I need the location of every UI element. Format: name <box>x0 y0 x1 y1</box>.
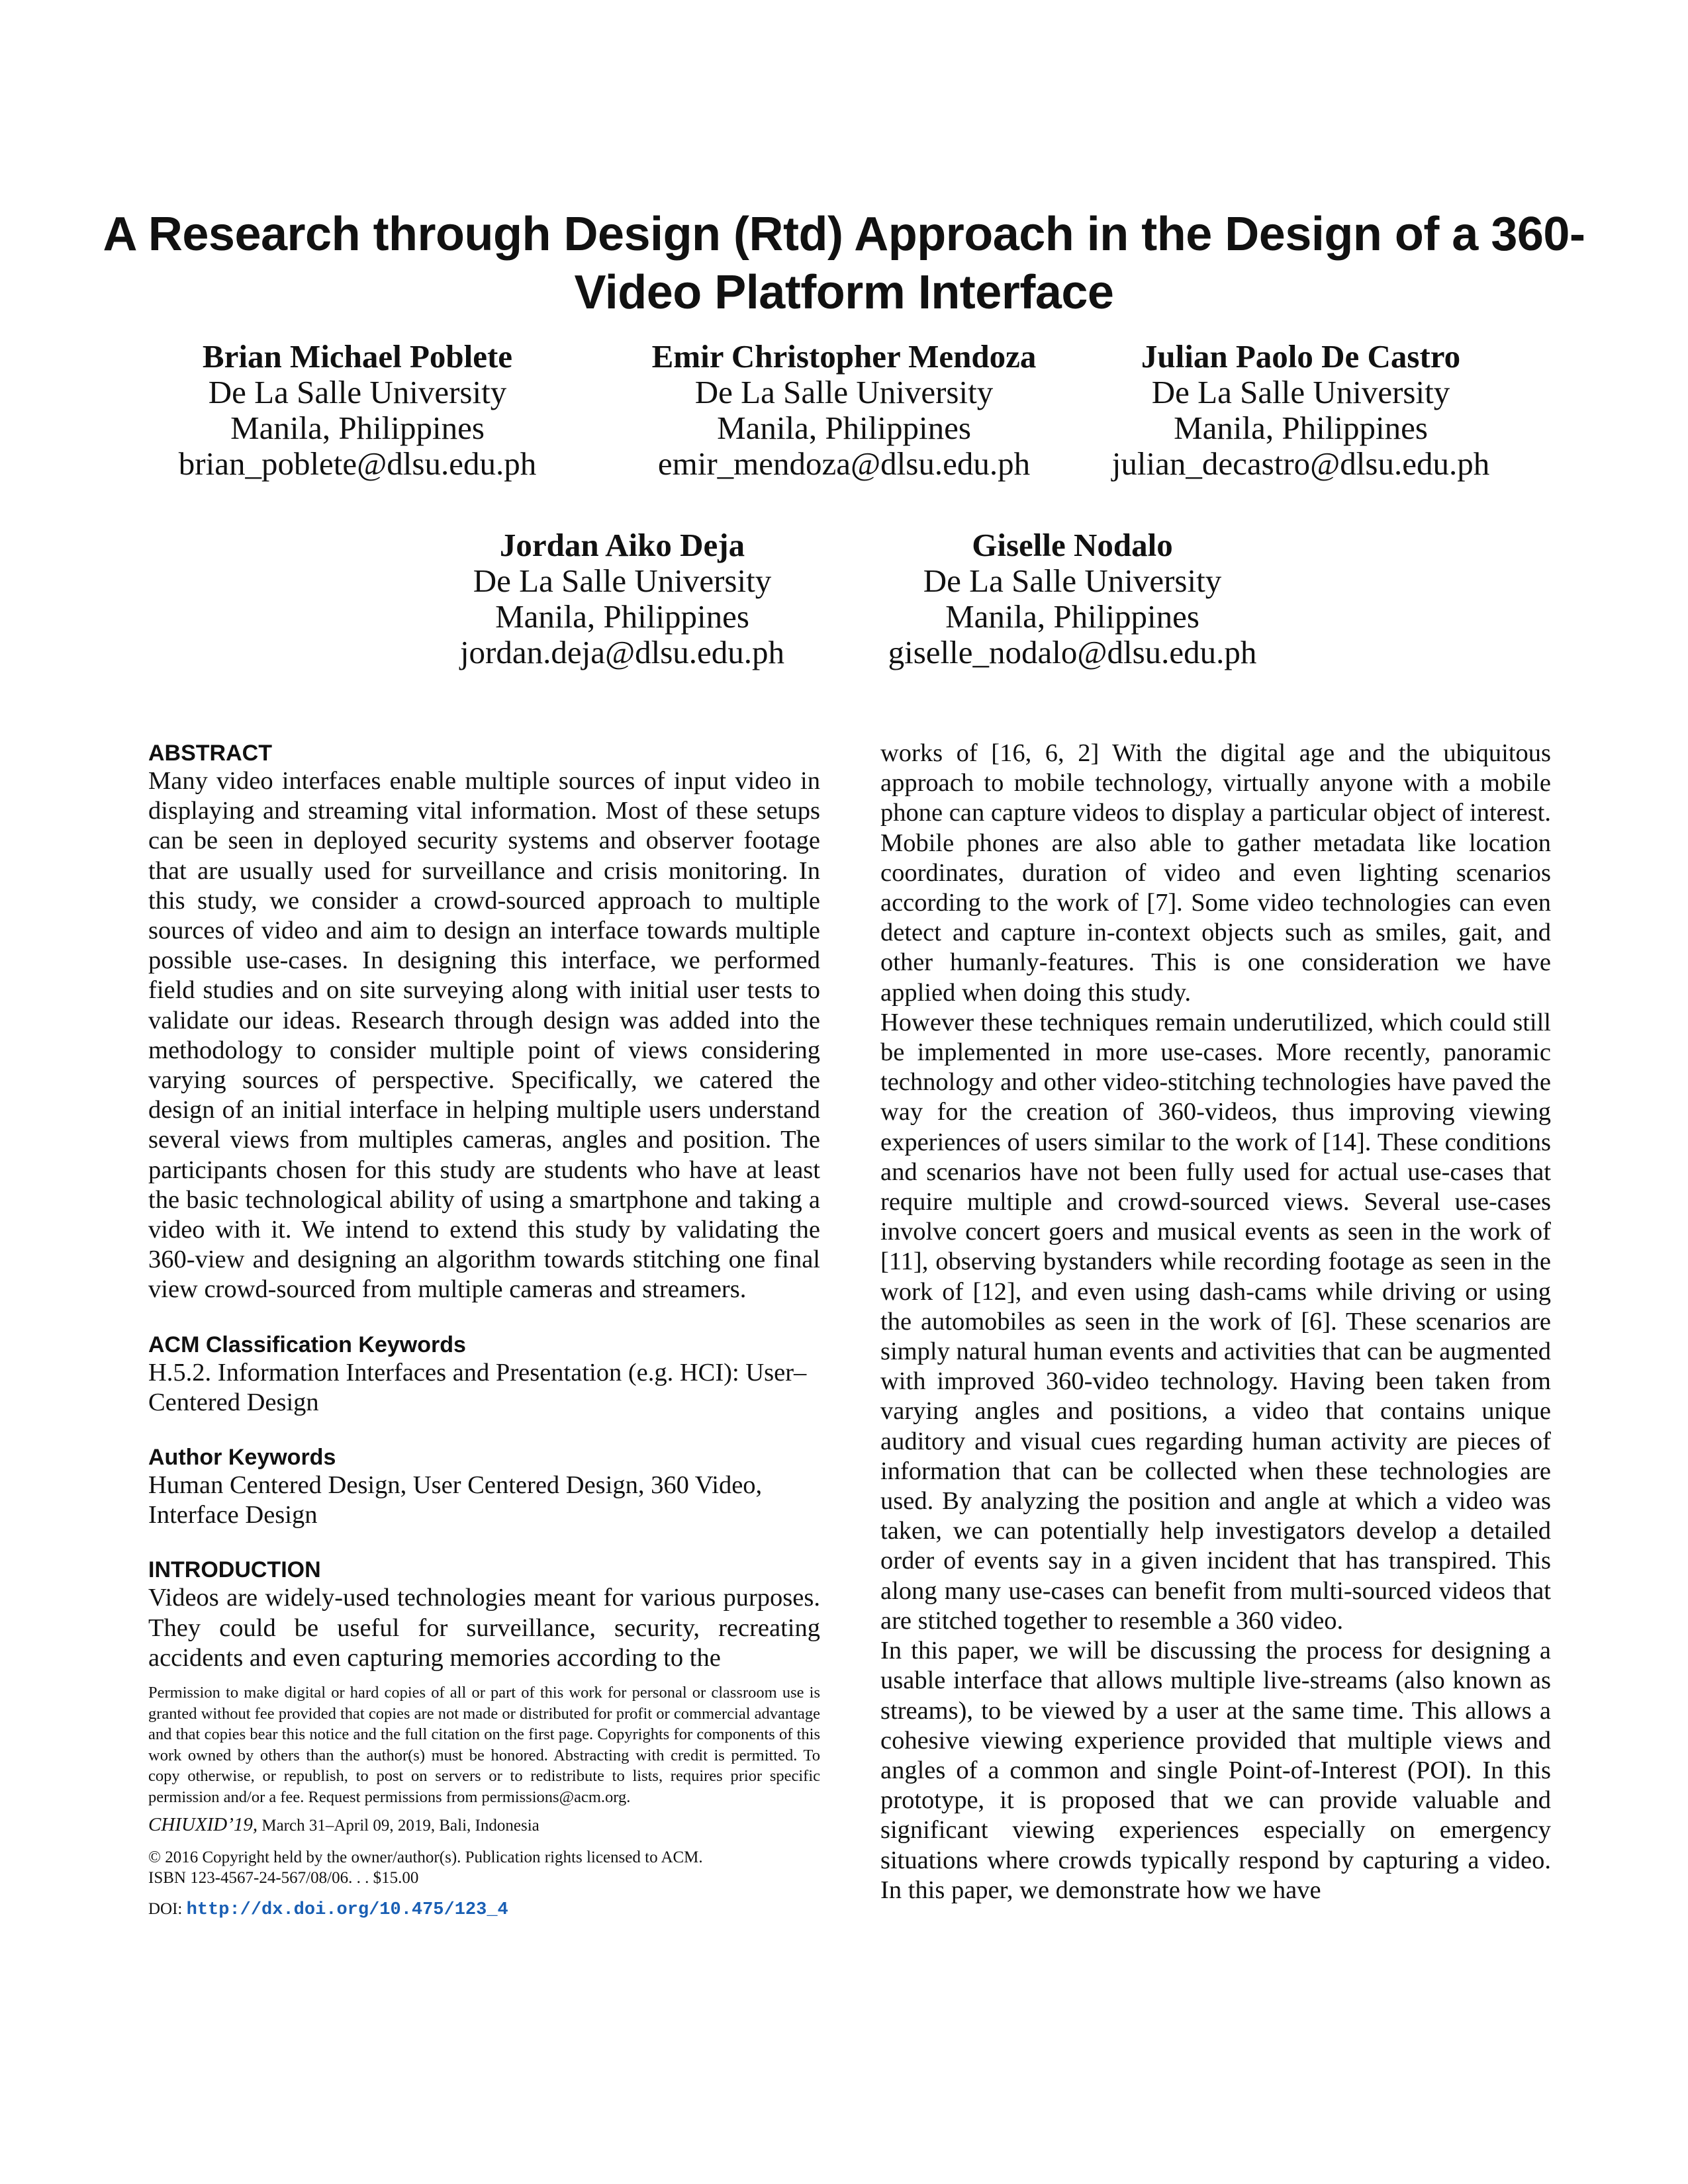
introduction-text: Videos are widely-used technologies meant for various purposes. They could be useful for surveillance, security, recreating accidents and even capturing memories according to the <box>148 1584 820 1672</box>
author-affiliation: De La Salle University <box>473 563 772 599</box>
author-email: brian_poblete@dlsu.edu.ph <box>178 445 537 482</box>
body-paragraph: However these techniques remain underutilized, which could still be implemented in more use-cases. More recently, panoramic technology and other video-stitching technologies have paved the way for the creation of 360-videos, thus improving viewing experiences of users similar to the work of [14]. These conditions and scenarios have not been fully used for actual use-cases that require multiple and crowd-sourced views. Several use-cases involve concert goers and musical events as seen in the work of [11], observing bystanders while recording footage as seen in the work of [12], and even using dash-cams while driving or using the automobiles as seen in the work of [6]. These scenarios are simply natural human events and activities that can be augmented with improved 360-video technology. Having been taken from varying angles and positions, a video that contains unique auditory and visual cues regarding human activity are pieces of information that can be collected when these technologies are used. By analyzing the position and angle at which a video was taken, we can potentially help investigators develop a detailed order of events say in a given incident that has transpired. This along many use-cases can benefit from multi-sourced videos that are stitched together to resemble a 360 video. <box>880 1008 1551 1635</box>
isbn-text: ISBN 123-4567-24-567/08/06. . . $15.00 <box>148 1869 419 1888</box>
author-keywords-text: Human Centered Design, User Centered Design, 360 Video, Interface Design <box>148 1471 763 1529</box>
author-name: Julian Paolo De Castro <box>1141 338 1461 375</box>
abstract-heading: ABSTRACT <box>148 741 272 766</box>
author-location: Manila, Philippines <box>945 598 1199 635</box>
author-block <box>841 527 1304 670</box>
author-email: giselle_nodalo@dlsu.edu.ph <box>888 634 1257 670</box>
author-email: emir_mendoza@dlsu.edu.ph <box>657 445 1031 482</box>
abstract-section <box>148 740 820 1305</box>
right-column <box>880 739 1551 1905</box>
doi-label: DOI: <box>148 1900 183 1919</box>
acm-keywords-heading: ACM Classification Keywords <box>148 1332 466 1357</box>
author-block <box>126 339 589 482</box>
author-affiliation: De La Salle University <box>694 374 994 410</box>
copyright-text: © 2016 Copyright held by the owner/author(s). Publication rights licensed to ACM. <box>148 1848 703 1867</box>
doi-line <box>148 1899 820 1921</box>
author-location: Manila, Philippines <box>1174 410 1428 446</box>
author-block <box>612 339 1076 482</box>
venue-name: CHIUXID’19, <box>148 1814 258 1836</box>
author-location: Manila, Philippines <box>495 598 749 635</box>
introduction-heading: INTRODUCTION <box>148 1557 321 1583</box>
venue-details: March 31–April 09, 2019, Bali, Indonesia <box>261 1817 539 1835</box>
author-affiliation: De La Salle University <box>923 563 1222 599</box>
author-location: Manila, Philippines <box>230 410 485 446</box>
author-keywords-heading: Author Keywords <box>148 1445 336 1471</box>
body-paragraph: In this paper, we will be discussing the process for designing a usable interface that allows multiple live-streams (also known as streams), to be viewed by a user at the same time. This allows a cohesive viewing experience provided that multiple views and angles of a common and single Point-of-Interest (POI). In this prototype, it is proposed that we can provide valuable and significant viewing experiences especially on emergency situations where crowds typically respond by capturing a video. In this paper, we demonstrate how we have <box>880 1637 1551 1904</box>
acm-keywords-section <box>148 1332 820 1418</box>
author-name: Jordan Aiko Deja <box>499 527 745 563</box>
author-name: Giselle Nodalo <box>972 527 1173 563</box>
acm-keywords-text: H.5.2. Information Interfaces and Presentation (e.g. HCI): User–Centered Design <box>148 1358 807 1416</box>
author-name: Brian Michael Poblete <box>202 338 513 375</box>
author-block <box>1069 339 1532 482</box>
author-block <box>391 527 854 670</box>
author-location: Manila, Philippines <box>717 410 971 446</box>
author-affiliation: De La Salle University <box>1151 374 1450 410</box>
doi-link[interactable]: http://dx.doi.org/10.475/123_4 <box>186 1900 508 1921</box>
author-name: Emir Christopher Mendoza <box>651 338 1037 375</box>
author-keywords-section <box>148 1444 820 1530</box>
abstract-text: Many video interfaces enable multiple sources of input video in displaying and streaming vital information. Most of these setups can be seen in deployed security systems and observer footage that are usually used for surveillance and crisis monitoring. In this study, we consider a crowd-sourced approach to multiple sources of video and aim to design an interface towards multiple possible use-cases. In designing this interface, we performed field studies and on site surveying along with initial user tests to validate our ideas. Research through design was added into the methodology to consider multiple point of views considering varying sources of perspective. Specifically, we catered the design of an initial interface in helping multiple users understand several views from multiples cameras, angles and position. The participants chosen for this study are students who have at least the basic technological ability of using a smartphone and taking a video with it. We intend to extend this study by validating the 360-view and designing an algorithm towards stitching one final view crowd-sourced from multiple cameras and streamers. <box>148 767 820 1304</box>
permission-block <box>148 1682 820 1921</box>
introduction-section <box>148 1557 820 1673</box>
copyright-block <box>148 1847 820 1888</box>
author-email: julian_decastro@dlsu.edu.ph <box>1111 445 1490 482</box>
venue-line <box>148 1814 820 1837</box>
left-column <box>148 740 820 1921</box>
author-affiliation: De La Salle University <box>208 374 507 410</box>
body-paragraph: works of [16, 6, 2] With the digital age and the ubiquitous approach to mobile technology, virtually anyone with a mobile phone can capture videos to display a particular object of interest. Mobile phones are also able to gather metadata like location coordinates, duration of video and even lighting scenarios according to the work of [7]. Some video technologies can even detect and capture in-context objects such as smiles, gait, and other humanly-features. This is one consideration we have applied when doing this study. <box>880 739 1551 1007</box>
paper-title: A Research through Design (Rtd) Approach in the Design of a 360-Video Platform Interface <box>103 208 1585 319</box>
author-email: jordan.deja@dlsu.edu.ph <box>459 634 785 670</box>
permission-text: Permission to make digital or hard copies of all or part of this work for personal or classroom use is granted without fee provided that copies are not made or distributed for profit or commercial advantage and that copies bear this notice and the full citation on the first page. Copyrights for components of this work owned by others than the author(s) must be honored. Abstracting with credit is permitted. To copy otherwise, or republish, to post on servers or to redistribute to lists, requires prior specific permission and/or a fee. Request permissions from permissions@acm.org. <box>148 1684 820 1806</box>
